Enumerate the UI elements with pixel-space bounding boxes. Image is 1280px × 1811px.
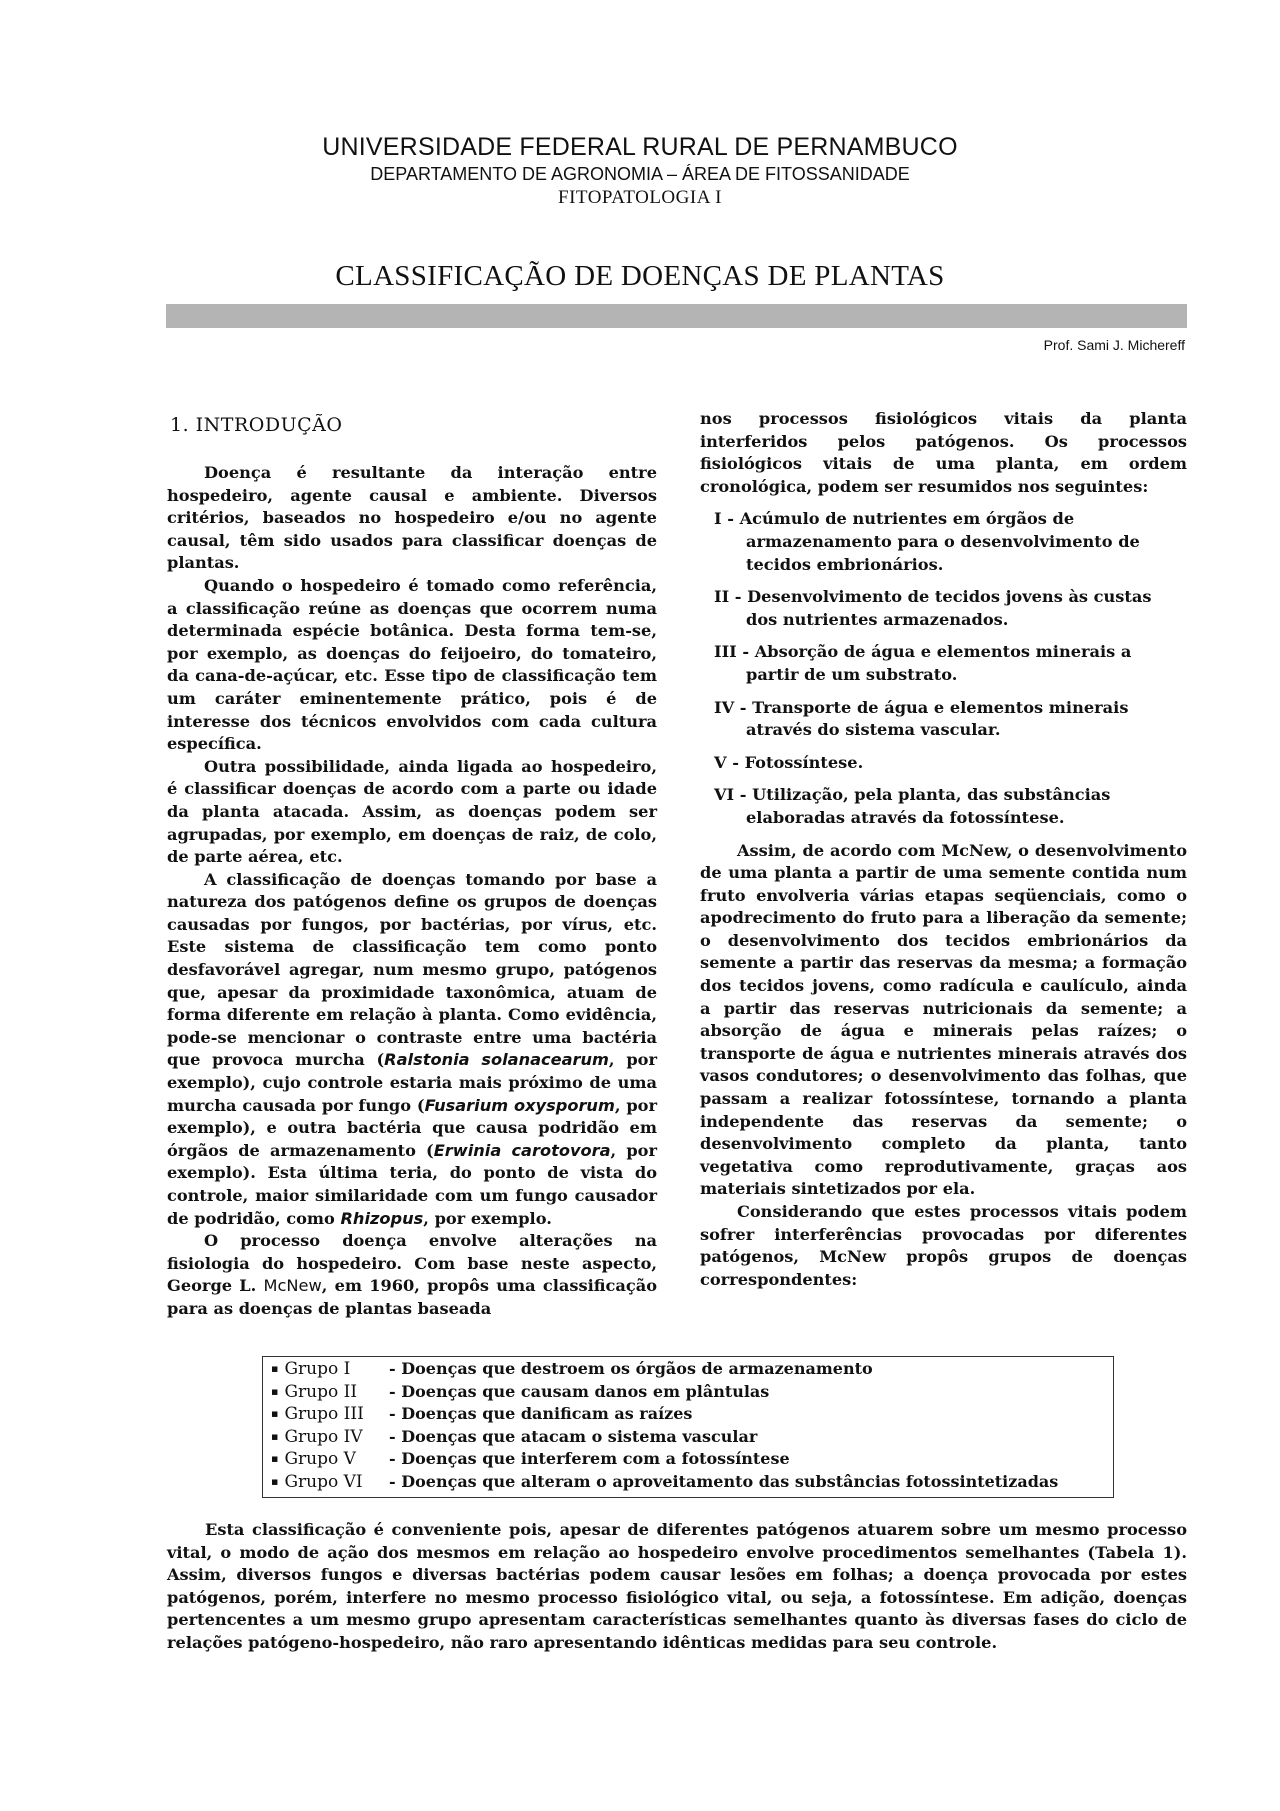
discipline-name: FITOPATOLOGIA I: [558, 187, 722, 208]
paragraph: Outra possibilidade, ainda ligada ao hospedeiro, é classificar doenças de acordo com a parte ou idade da planta atacada. Assim, as doenças podem ser agrupadas, por exemplo, em doenças de raiz, de colo, de parte aérea, etc.: [167, 756, 657, 867]
square-bullet-icon: ▪: [271, 1474, 279, 1488]
square-bullet-icon: ▪: [271, 1429, 279, 1443]
genus-name: Rhizopus: [340, 1208, 424, 1228]
paragraph: Doença é resultante da interação entre hospedeiro, agente causal e ambiente. Diversos critérios, baseados no hospedeiro e/ou no agente causal, têm sido usados para classificar doenças de plantas.: [167, 463, 657, 573]
square-bullet-icon: ▪: [271, 1452, 279, 1466]
process-list: [714, 508, 1187, 829]
list-item: II - Desenvolvimento de tecidos jovens às custas dos nutrientes armazenados.: [714, 587, 1152, 629]
university-name: UNIVERSIDADE FEDERAL RURAL DE PERNAMBUCO: [322, 133, 958, 161]
list-item: V - Fotossíntese.: [714, 752, 864, 772]
paragraph: O processo doença envolve alterações na fisiologia do hospedeiro. Com base neste aspecto, George L. McNew, em 1960, propôs uma classificação para as doenças de plantas baseada: [167, 1231, 657, 1318]
group-row: ▪ Grupo V - Doenças que interferem com a fotossíntese: [271, 1449, 790, 1470]
species-name: Ralstonia solanacearum: [384, 1050, 609, 1070]
square-bullet-icon: ▪: [271, 1407, 279, 1421]
list-item: I - Acúmulo de nutrientes em órgãos de armazenamento para o desenvolvimento de tecidos embrionários.: [714, 509, 1140, 574]
list-item: III - Absorção de água e elementos minerais a partir de um substrato.: [714, 642, 1132, 684]
list-item: IV - Transporte de água e elementos minerais através do sistema vascular.: [714, 697, 1129, 740]
paragraph: nos processos fisiológicos vitais da planta interferidos pelos patógenos. Os processos fisiológicos vitais de uma planta, em ordem cronológica, podem ser resumidos nos seguintes:: [700, 409, 1187, 496]
species-name: Fusarium oxysporum: [424, 1095, 615, 1115]
right-column: [700, 408, 1187, 1291]
square-bullet-icon: ▪: [271, 1362, 279, 1375]
group-row: ▪ Grupo VI - Doenças que alteram o aproveitamento das substâncias fotossintetizadas: [271, 1471, 1059, 1492]
group-row: ▪ Grupo I - Doenças que destroem os órgãos de armazenamento: [271, 1359, 873, 1379]
paragraph: Assim, de acordo com McNew, o desenvolvimento de uma planta a partir de uma semente contida num fruto envolveria várias etapas seqüenciais, como o apodrecimento do fruto para a liberação da semente; o desenvolvimento dos tecidos embrionários da semente a partir das reservas da mesma; a formação dos tecidos jovens, como radícula e caulículo, ainda a partir das reservas nutricionais da semente; a absorção de água e minerais pelas raízes; o transporte de água e nutrientes minerais através dos vasos condutores; o desenvolvimento das folhas, que passam a realizar fotossíntese, tornando a planta independente das reservas da semente; o desenvolvimento completo da planta, tanto vegetativa como reprodutivamente, graças aos materiais sintetizados por ela.: [700, 840, 1187, 1199]
section-heading: 1. INTRODUÇÃO: [170, 414, 343, 436]
paragraph: Esta classificação é conveniente pois, apesar de diferentes patógenos atuarem sobre um mesmo processo vital, o modo de ação dos mesmos em relação ao hospedeiro envolve procedimentos semelhantes (Tabela 1). Assim, diversos fungos e diversas bactérias podem causar lesões em folhas; a doença provocada por estes patógenos, porém, interfere no mesmo processo fisiológico vital, ou seja, a fotossíntese. Em adição, doenças pertencentes a um mesmo grupo apresentam características semelhantes quanto às diversas fases do ciclo de relações patógeno-hospedeiro, não raro apresentando idênticas medidas para seu controle.: [167, 1520, 1187, 1652]
group-row: ▪ Grupo II - Doenças que causam danos em plântulas: [271, 1381, 770, 1402]
species-name: Erwinia carotovora: [433, 1140, 611, 1160]
list-item: VI - Utilização, pela planta, das substâncias elaboradas através da fotossíntese.: [714, 785, 1111, 827]
paragraph: Quando o hospedeiro é tomado como referência, a classificação reúne as doenças que ocorrem numa determinada espécie botânica. Desta forma tem-se, por exemplo, as doenças do feijoeiro, do tomateiro, da cana-de-açúcar, etc. Esse tipo de classificação tem um caráter eminentemente prático, pois é de interesse dos técnicos envolvidos com cada cultura específica.: [167, 575, 657, 754]
disease-groups-box: [262, 1356, 1114, 1498]
department-name: DEPARTAMENTO DE AGRONOMIA – ÁREA DE FITOSSANIDADE: [370, 164, 910, 184]
group-row: ▪ Grupo III - Doenças que danificam as raízes: [271, 1404, 693, 1425]
bottom-text: [167, 1519, 1187, 1655]
paragraph: A classificação de doenças tomando por base a natureza dos patógenos define os grupos de doenças causadas por fungos, por bactérias, por vírus, etc. Este sistema de classificação tem como ponto desfavorável agregar, num mesmo grupo, patógenos que, apesar da proximidade taxonômica, atuam de forma diferente em relação à planta. Como evidência, pode-se mencionar o contraste entre uma bactéria que provoca murcha (Ralstonia solanacearum, por exemplo), cujo controle estaria mais próximo de uma murcha causada por fungo (Fusarium oxysporum, por exemplo), e outra bactéria que causa podridão em órgãos de armazenamento (Erwinia carotovora, por exemplo). Esta última teria, do ponto de vista do controle, maior similaridade com um fungo causador de podridão, como Rhizopus, por exemplo.: [167, 869, 658, 1228]
square-bullet-icon: ▪: [271, 1384, 279, 1398]
author-name: Prof. Sami J. Michereff: [1043, 337, 1185, 353]
document-title: CLASSIFICAÇÃO DE DOENÇAS DE PLANTAS: [335, 260, 945, 292]
group-row: ▪ Grupo IV - Doenças que atacam o sistema vascular: [271, 1426, 758, 1447]
title-divider-bar: [166, 304, 1187, 328]
paragraph: Considerando que estes processos vitais podem sofrer interferências provocadas por diferentes patógenos, McNew propôs grupos de doenças correspondentes:: [700, 1202, 1187, 1289]
left-column: [167, 414, 657, 1321]
author-reference: McNew: [263, 1276, 322, 1296]
